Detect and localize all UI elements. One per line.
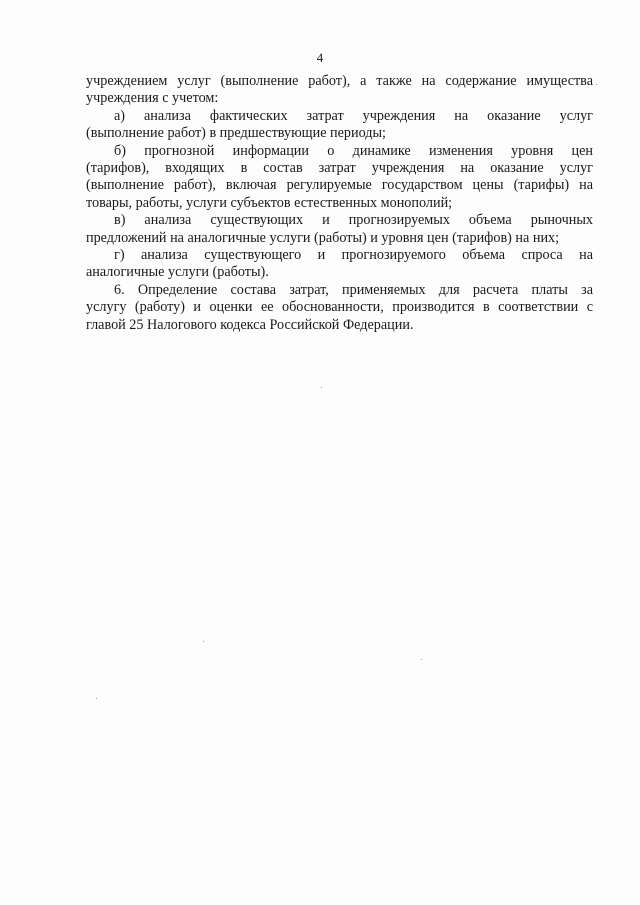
- text-line: (выполнение работ) в предшествующие периоды;: [86, 125, 386, 142]
- text-line: главой 25 Налогового кодекса Российской Федерации.: [86, 316, 414, 333]
- scan-speck: [203, 641, 204, 642]
- text-line: товары, работы, услуги субъектов естественных монополий;: [86, 194, 453, 211]
- page-number: 4: [316, 50, 324, 65]
- paragraph-6: [86, 282, 593, 334]
- text-line: предложений на аналогичные услуги (работы) и уровня цен (тарифов) на них;: [86, 229, 560, 246]
- scan-speck: [96, 698, 97, 699]
- scan-speck: [321, 387, 322, 388]
- text-line: в) анализа существующих и прогнозируемых объема рыночных: [114, 212, 593, 229]
- text-line: учреждения с учетом:: [86, 90, 219, 107]
- text-line: а) анализа фактических затрат учреждения на оказание услуг: [114, 107, 593, 124]
- text-line: (тарифов), входящих в состав затрат учреждения на оказание услуг: [86, 160, 593, 177]
- paragraph-continuation: [86, 73, 593, 108]
- scan-speck: [596, 84, 597, 85]
- text-line: б) прогнозной информации о динамике изменения уровня цен: [114, 142, 593, 159]
- text-line: 6. Определение состава затрат, применяемых для расчета платы за: [114, 281, 593, 298]
- text-line: услугу (работу) и оценки ее обоснованности, производится в соответствии с: [86, 299, 593, 316]
- text-line: аналогичные услуги (работы).: [86, 264, 269, 281]
- text-line: (выполнение работ), включая регулируемые государством цены (тарифы) на: [86, 177, 593, 194]
- document-body: [86, 73, 593, 334]
- text-line: г) анализа существующего и прогнозируемого объема спроса на: [114, 247, 593, 264]
- paragraph-item-v: [86, 212, 593, 247]
- text-line: учреждением услуг (выполнение работ), а также на содержание имущества: [86, 73, 593, 89]
- paragraph-item-g: [86, 247, 593, 282]
- paragraph-item-b: [86, 143, 593, 213]
- scan-speck: [421, 659, 422, 660]
- paragraph-item-a: [86, 108, 593, 143]
